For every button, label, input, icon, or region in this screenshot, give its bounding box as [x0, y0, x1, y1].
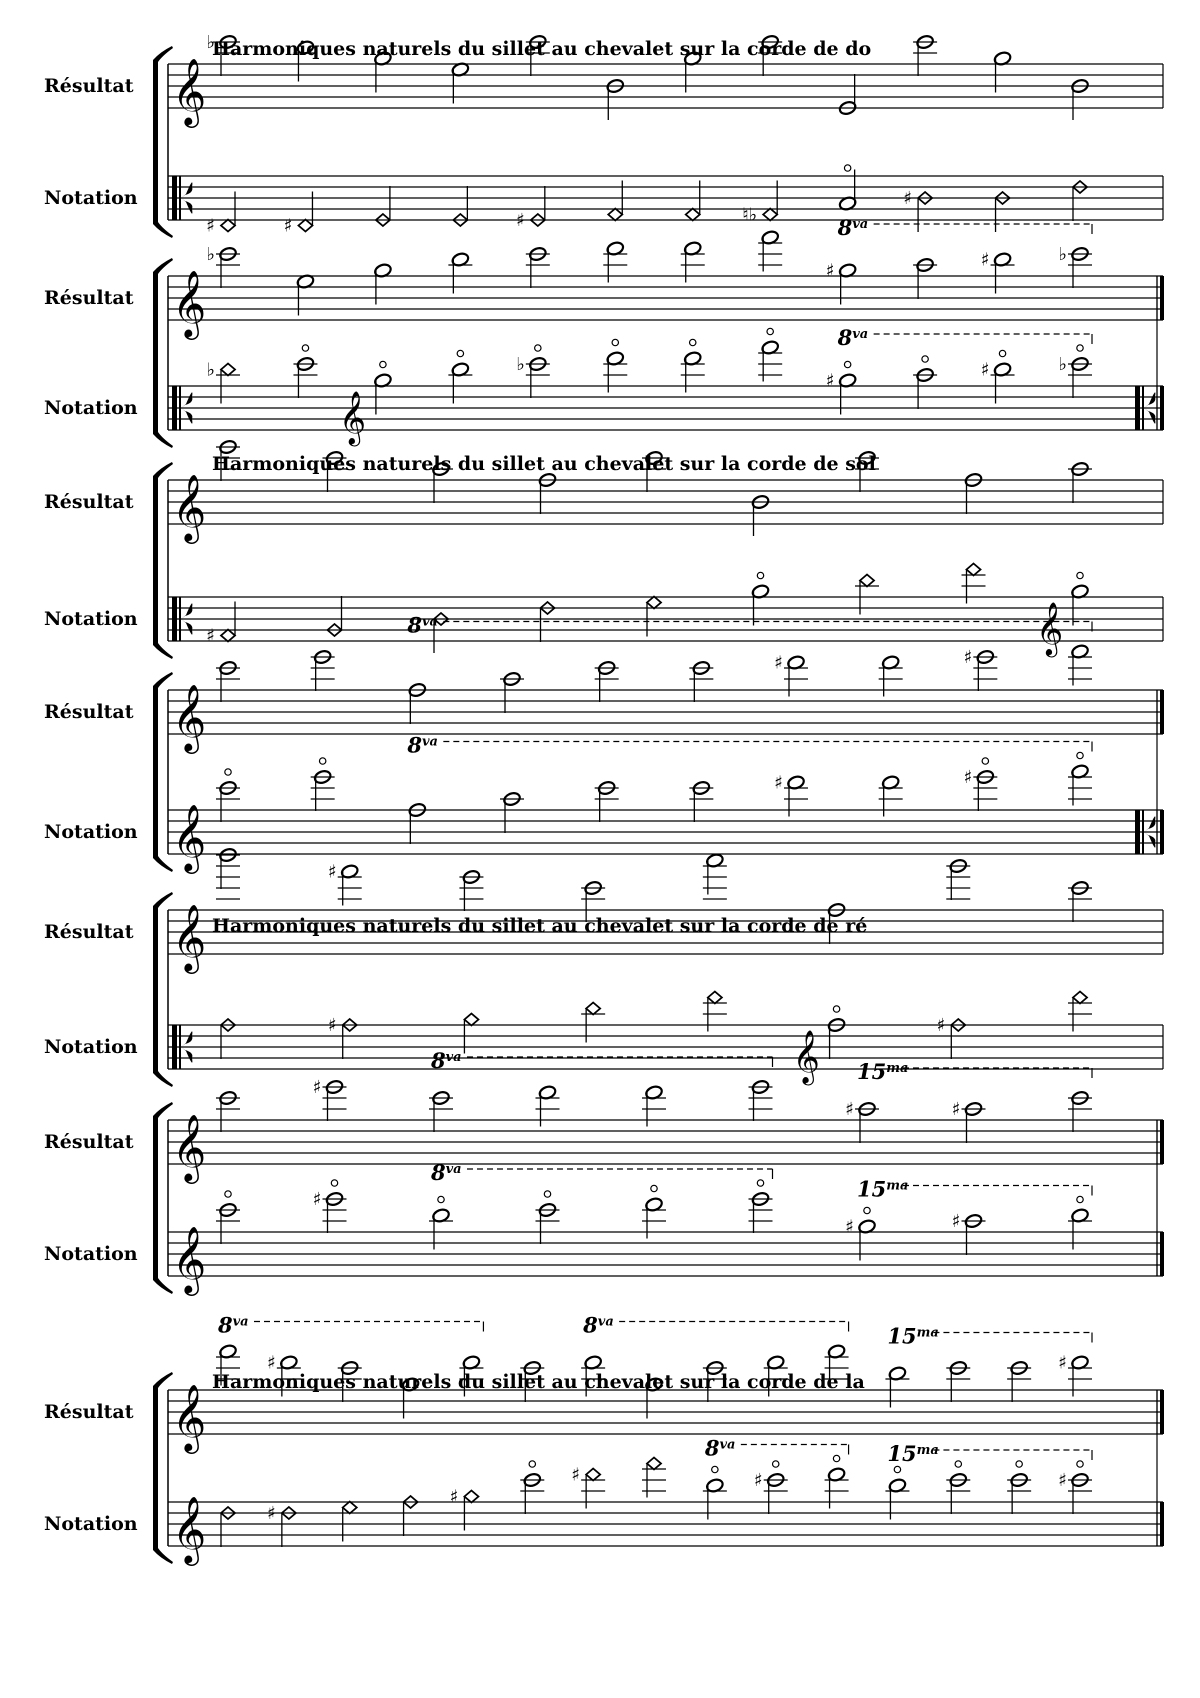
treble-clef-icon: 𝄞 [172, 1495, 207, 1563]
note [703, 1466, 727, 1519]
harmonic-circle-icon [544, 1191, 550, 1197]
note [642, 1185, 666, 1238]
harmonic-circle-icon [690, 339, 696, 345]
note [826, 361, 857, 414]
diamond-notehead [860, 575, 874, 587]
ottava-line [887, 1441, 1092, 1466]
note [536, 1191, 560, 1244]
note [595, 780, 619, 822]
harmonic-circle-icon [1077, 572, 1083, 578]
note [311, 758, 335, 811]
note [913, 356, 937, 409]
ottava-number: $8^{va}$ [837, 215, 869, 240]
final-barline-thick [1160, 690, 1164, 734]
sharp-accidental-icon: ♯ [980, 359, 990, 381]
note [981, 350, 1015, 403]
note [313, 1077, 347, 1121]
harmonic-circle-icon [225, 1191, 231, 1197]
system-bracket [153, 906, 158, 1073]
harmonic-circle-icon [457, 350, 463, 356]
final-barline-thick [1160, 810, 1164, 854]
note [1007, 1360, 1031, 1402]
diamond-notehead [647, 1458, 661, 1470]
note [216, 660, 240, 702]
flat-accidental-icon: ♭ [1058, 244, 1067, 265]
note [216, 769, 240, 822]
note [328, 1015, 357, 1059]
sharp-accidental-icon: ♯ [206, 625, 215, 647]
final-barline-thick [1160, 1390, 1164, 1434]
sharp-accidental-icon: ♯ [774, 652, 783, 674]
harmonic-circle-icon [302, 345, 308, 351]
harmonic-circle-icon [1016, 1461, 1022, 1467]
note [758, 328, 782, 381]
note [964, 472, 983, 514]
note [1068, 880, 1092, 922]
note [642, 1458, 666, 1498]
system-5 [44, 847, 1163, 1087]
harmonic-circle-icon [864, 1207, 870, 1213]
sharp-accidental-icon: ♯ [903, 188, 913, 209]
harmonic-circle-icon [712, 1466, 718, 1472]
ottava-line [406, 733, 1092, 758]
note [825, 1344, 849, 1386]
system-bracket [153, 686, 158, 858]
ottava-line [217, 1313, 483, 1338]
harmonic-circle-icon [535, 345, 541, 351]
treble-clef-icon: 𝄞 [172, 1225, 207, 1293]
note [526, 246, 550, 288]
final-barline-thick [1160, 386, 1164, 430]
flat-accidental-icon: ♭ [206, 244, 215, 265]
note [946, 1461, 970, 1514]
note [500, 671, 524, 713]
bracket-top-hook [153, 1102, 173, 1118]
result-label: Résultat [44, 1401, 134, 1423]
treble-clef-icon: 𝄞 [172, 269, 207, 337]
system-bracket [153, 1386, 158, 1550]
system-4 [44, 613, 1164, 875]
clef-change-treble-icon: 𝄞 [338, 390, 367, 444]
sharp-accidental-icon: ♯ [980, 249, 990, 271]
clef-change-treble-icon: 𝄞 [792, 1029, 820, 1083]
note [946, 1360, 970, 1402]
note [216, 847, 240, 899]
diamond-notehead [221, 220, 235, 232]
note [689, 780, 713, 822]
system-6 [44, 1048, 1164, 1296]
note [754, 1461, 788, 1514]
sharp-accidental-icon: ♯ [963, 767, 973, 788]
harmonic-circle-icon [773, 1461, 779, 1467]
note [1036, 572, 1089, 657]
bracket-bottom-hook [153, 1278, 173, 1294]
note [937, 1015, 966, 1059]
diamond-notehead [464, 1491, 478, 1503]
treble-clef-icon: 𝄞 [172, 57, 207, 125]
diamond-notehead [1073, 992, 1087, 1004]
note [749, 1079, 773, 1121]
system-2 [44, 215, 1164, 448]
harmonic-circle-icon [844, 361, 850, 367]
bracket-top-hook [153, 672, 173, 688]
sharp-accidental-icon: ♯ [312, 1189, 322, 1210]
harmonic-circle-icon [331, 1180, 337, 1186]
note [293, 345, 317, 398]
clef-change-treble-icon: 𝄞 [1036, 601, 1064, 655]
note [603, 339, 627, 392]
system-7 [44, 1313, 1164, 1567]
notation-label: Notation [44, 1513, 138, 1535]
ottava-number: $8^{va}$ [407, 612, 438, 638]
result-label: Résultat [44, 75, 134, 97]
bracket-bottom-hook [153, 1071, 173, 1087]
final-barline-thick [1160, 1502, 1164, 1546]
harmonic-circle-icon [833, 1006, 839, 1012]
sharp-accidental-icon: ♯ [951, 1211, 961, 1232]
harmonic-circle-icon [612, 339, 618, 345]
harmonic-circle-icon [922, 356, 928, 362]
note [845, 1207, 876, 1260]
note [1068, 752, 1092, 805]
sharp-accidental-icon: ♯ [206, 215, 215, 237]
note [946, 858, 970, 900]
harmonic-circle-icon [225, 769, 231, 775]
notation-label: Notation [44, 1036, 138, 1058]
result-label: Résultat [44, 701, 134, 723]
diamond-notehead [343, 1502, 357, 1514]
sharp-accidental-icon: ♯ [267, 1352, 276, 1374]
bracket-bottom-hook [153, 643, 173, 659]
harmonic-circle-icon [651, 1185, 657, 1191]
sharp-accidental-icon: ♯ [283, 215, 293, 237]
note [606, 78, 625, 120]
diamond-notehead [967, 564, 981, 576]
diamond-notehead [686, 209, 700, 221]
final-barline-thick [1160, 1232, 1164, 1276]
system-bracket [153, 272, 158, 434]
note [207, 244, 241, 288]
note [838, 74, 857, 116]
section-title: Harmoniques naturels du sillet au chevalet sur la corde de sol [212, 453, 876, 475]
ottava-number: $15^{ma}$ [887, 1323, 939, 1349]
sharp-accidental-icon: ♯ [845, 1099, 854, 1120]
ottava-number: $8^{va}$ [837, 325, 869, 350]
harmonic-circle-icon [1077, 752, 1083, 758]
note [328, 862, 362, 906]
sharp-accidental-icon: ♯ [312, 1077, 322, 1098]
diamond-notehead [647, 597, 661, 609]
final-barline-thick [1160, 1120, 1164, 1164]
sharp-accidental-icon: ♯ [449, 1486, 459, 1508]
note [339, 361, 392, 446]
harmonic-circle-icon [999, 350, 1005, 356]
note [516, 345, 550, 398]
ottava-line [582, 1313, 848, 1338]
note [429, 1090, 453, 1132]
result-label: Résultat [44, 1131, 134, 1153]
final-barline-thick [1160, 276, 1164, 320]
note [751, 494, 770, 536]
notation-label: Notation [44, 187, 138, 209]
note [913, 257, 937, 299]
diamond-notehead [608, 209, 622, 221]
ottava-number: $8^{va}$ [431, 1160, 462, 1185]
system-bracket [153, 60, 158, 224]
note [1068, 644, 1092, 686]
notation-label: Notation [44, 608, 138, 630]
treble-clef-icon: 𝄞 [172, 1383, 207, 1451]
note [311, 649, 335, 691]
harmonic-circle-icon [894, 1466, 900, 1472]
notation-label: Notation [44, 397, 138, 419]
note [448, 350, 472, 403]
bracket-top-hook [153, 1372, 173, 1388]
note [216, 1090, 240, 1132]
ottava-number: $15^{ma}$ [887, 1441, 939, 1466]
bracket-bottom-hook [153, 222, 173, 238]
ottava-line [857, 1177, 1092, 1202]
note [838, 165, 857, 212]
section-title: Harmoniques naturels du sillet au chevalet sur la corde de ré [212, 915, 868, 937]
harmonic-circle-icon [844, 165, 850, 171]
sharp-accidental-icon: ♯ [327, 861, 337, 883]
note [758, 230, 782, 272]
note [1068, 1196, 1092, 1249]
note [267, 1503, 296, 1547]
diamond-notehead [763, 209, 777, 221]
diamond-notehead [221, 364, 235, 376]
sharp-accidental-icon: ♯ [825, 370, 835, 392]
note [903, 188, 932, 232]
note [689, 660, 713, 702]
ottava-number: $15^{ma}$ [857, 1059, 909, 1084]
ottava-number: $8^{va}$ [431, 1048, 462, 1073]
sharp-accidental-icon: ♯ [267, 1503, 276, 1524]
system-1 [44, 32, 1163, 238]
sharp-accidental-icon: ♯ [1058, 1352, 1067, 1374]
flat-accidental-icon: ♭ [206, 32, 215, 53]
sharp-accidental-icon: ♯ [936, 1015, 946, 1036]
harmonic-circle-icon [955, 1461, 961, 1467]
bracket-bottom-hook [153, 1548, 173, 1564]
section-title: Harmoniques naturels du sillet au chevalet sur la corde de la [212, 1371, 865, 1393]
harmonic-circle-icon [1077, 1196, 1083, 1202]
harmonic-circle-icon [1077, 1461, 1083, 1467]
harmonic-circle-icon [319, 758, 325, 764]
bracket-bottom-hook [153, 856, 173, 872]
note [1059, 345, 1093, 398]
note [793, 1006, 846, 1085]
note [1007, 1461, 1031, 1514]
note [703, 853, 727, 899]
note [538, 472, 557, 514]
note [952, 1211, 986, 1255]
note [825, 1455, 849, 1508]
ottava-number: $8^{va}$ [218, 1312, 249, 1338]
bracket-bottom-hook [153, 432, 173, 448]
note [751, 572, 770, 625]
flat-accidental-icon: ♭ [1058, 354, 1067, 375]
treble-clef-icon: 𝄞 [172, 473, 207, 541]
ottava-number: $8^{va}$ [583, 1312, 614, 1338]
treble-clef-icon: 𝄞 [172, 683, 207, 751]
ottava-number: $15^{ma}$ [857, 1176, 909, 1202]
flat-accidental-icon: ♭ [206, 359, 215, 381]
note [1068, 461, 1092, 503]
note [1071, 78, 1090, 120]
harmonic-circle-icon [757, 572, 763, 578]
note [500, 791, 524, 833]
note [408, 802, 427, 844]
harmonic-circle-icon [380, 361, 386, 367]
harmonic-circle-icon [767, 328, 773, 334]
ottava-line [837, 215, 1092, 240]
harmonic-circle-icon [757, 1180, 763, 1186]
sharp-accidental-icon: ♯ [963, 647, 973, 668]
note [520, 1461, 544, 1514]
notation-label: Notation [44, 821, 138, 843]
diamond-notehead [586, 1003, 600, 1015]
result-label: Résultat [44, 491, 134, 513]
harmonic-circle-icon [982, 758, 988, 764]
system-bracket [153, 476, 158, 645]
note [595, 660, 619, 702]
diamond-notehead [708, 992, 722, 1004]
note [885, 1466, 909, 1519]
system-3 [44, 439, 1163, 659]
note [429, 1196, 453, 1249]
notation-label: Notation [44, 1243, 138, 1265]
bracket-top-hook [153, 46, 173, 62]
bracket-top-hook [153, 258, 173, 274]
note [459, 869, 483, 911]
sharp-accidental-icon: ♯ [753, 1470, 763, 1491]
diamond-notehead [298, 220, 312, 232]
ottava-line [857, 1059, 1092, 1084]
note [964, 647, 998, 691]
ottava-line [837, 325, 1092, 350]
diamond-notehead [464, 1014, 478, 1026]
ottava-number: $8^{va}$ [704, 1435, 736, 1461]
note [1068, 1090, 1092, 1132]
ottava-number: $8^{va}$ [407, 732, 438, 758]
sharp-accidental-icon: ♯ [571, 1464, 581, 1486]
note [681, 339, 705, 392]
bracket-top-hook [153, 462, 173, 478]
ottava-line [406, 613, 1092, 638]
note [952, 1099, 986, 1143]
treble-clef-icon: 𝄞 [172, 903, 207, 971]
ottava-line [704, 1436, 849, 1461]
sharp-accidental-icon: ♯ [845, 1216, 854, 1238]
sharp-accidental-icon: ♯ [825, 260, 835, 282]
note [408, 682, 427, 724]
treble-clef-icon: 𝄞 [172, 1113, 207, 1181]
note [313, 1180, 347, 1233]
system-bracket [153, 1116, 158, 1280]
harmonic-circle-icon [529, 1461, 535, 1467]
sharp-accidental-icon: ♯ [951, 1099, 961, 1120]
harmonic-circle-icon [438, 1196, 444, 1202]
bracket-top-hook [153, 892, 173, 908]
note [216, 1191, 240, 1244]
result-label: Résultat [44, 287, 134, 309]
note [964, 758, 998, 811]
diamond-notehead [221, 630, 235, 642]
sharp-accidental-icon: ♯ [516, 210, 525, 231]
note [749, 1180, 773, 1233]
harmonic-circle-icon [833, 1455, 839, 1461]
harmonic-circle-icon [1077, 345, 1083, 351]
sharp-accidental-icon: ♯ [774, 772, 783, 794]
result-label: Résultat [44, 921, 134, 943]
treble-clef-icon: 𝄞 [172, 803, 207, 871]
diamond-notehead [586, 1469, 600, 1481]
note [216, 1344, 240, 1386]
flat-accidental-icon: ♭ [516, 354, 525, 375]
natural-accidental-icon: ♮♭ [742, 204, 758, 226]
sharp-accidental-icon: ♯ [1058, 1470, 1067, 1491]
ottava-line [887, 1324, 1092, 1349]
note [1058, 1461, 1092, 1514]
note [845, 1099, 879, 1143]
section-title: Harmoniques naturels du sillet au chevalet sur la corde de do [212, 38, 872, 60]
note [1059, 244, 1093, 288]
note [913, 34, 937, 76]
sharp-accidental-icon: ♯ [327, 1015, 337, 1036]
